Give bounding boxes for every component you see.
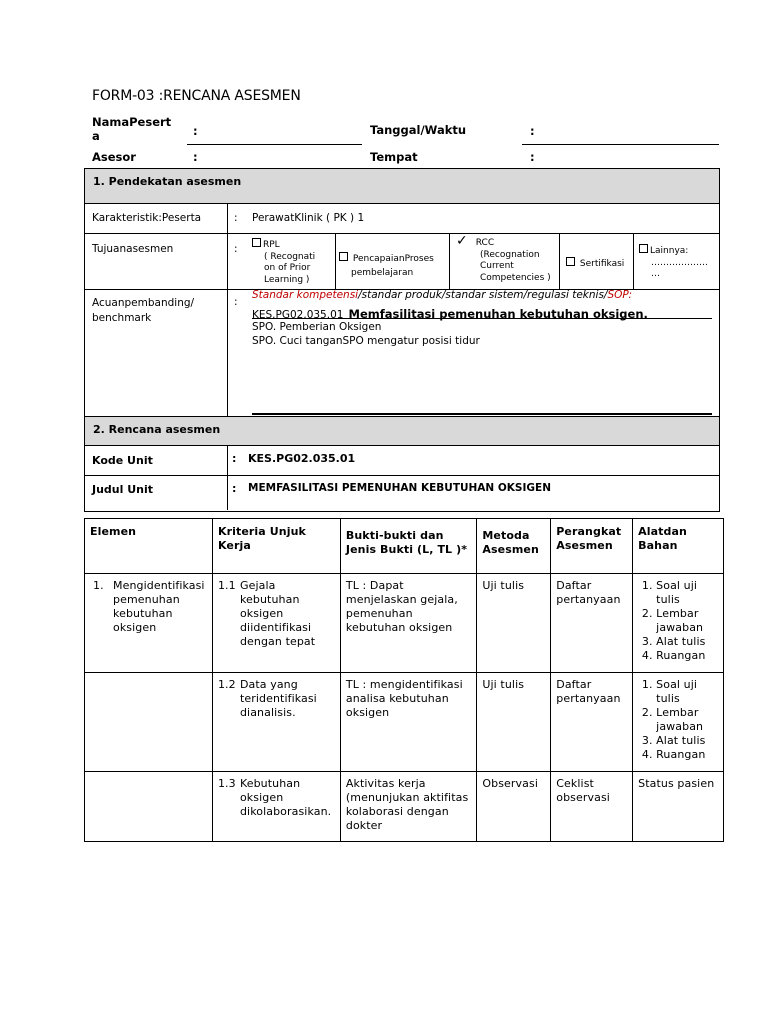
lainnya-label: Lainnya:: [650, 246, 689, 256]
acuan-colon: :: [234, 296, 238, 308]
tujuan-label: Tujuanasesmen: [92, 243, 174, 255]
nama-colon: :: [193, 124, 198, 138]
divider: [449, 233, 450, 289]
kuk-text: Kebutuhan oksigen dikolaborasikan.: [239, 777, 332, 818]
acuan-standar-line: [252, 289, 632, 301]
list-item: 3. Alat tulis: [656, 635, 718, 649]
option-pencapaian[interactable]: [339, 252, 447, 279]
list-item: 2. Lembar jawaban: [656, 706, 718, 734]
header-elemen: [85, 519, 213, 574]
bukti-cell: TL : Dapat menjelaskan gejala, pemenuhan kebutuhan oksigen: [340, 574, 476, 673]
kuk-number: 1.3: [217, 777, 236, 790]
acuan-standar: Standar kompetensi: [252, 289, 359, 301]
rcc-desc-2: Current: [480, 261, 514, 271]
alat-cell: [633, 673, 724, 772]
kuk-cell: [212, 772, 340, 842]
alat-list: [638, 579, 718, 663]
tanggal-field-line[interactable]: [522, 144, 719, 145]
metoda-cell: Uji tulis: [477, 574, 551, 673]
acuan-title: Memfasilitasi pemenuhan kebutuhan oksigen.: [348, 307, 648, 321]
option-lainnya[interactable]: [639, 244, 717, 281]
kuk-text: Data yang teridentifikasi dianalisis.: [239, 678, 317, 719]
header-bukti-l2: Jenis Bukti (L, TL )*: [345, 543, 468, 556]
header-metoda-l1: Metoda: [482, 529, 530, 542]
karakteristik-value: PerawatKlinik ( PK ) 1: [252, 212, 365, 224]
table-header-row: [85, 519, 724, 574]
metoda-cell: Uji tulis: [477, 673, 551, 772]
spo-1: SPO. Pemberian Oksigen: [252, 321, 382, 333]
divider: [84, 233, 719, 234]
alat-cell: Status pasien: [633, 772, 724, 842]
header-elemen-text: Elemen: [90, 525, 137, 538]
header-metoda: [477, 519, 551, 574]
option-rcc[interactable]: [456, 233, 558, 284]
karakteristik-label: Karakteristik:Peserta: [92, 212, 202, 224]
bukti-cell: Aktivitas kerja (menunjukan aktifitas kolaborasi dengan dokter: [340, 772, 476, 842]
acuan-label-line1: Acuanpembanding/: [92, 297, 195, 309]
asesor-colon: :: [193, 150, 198, 164]
judul-unit-value: MEMFASILITASI PEMENUHAN KEBUTUHAN OKSIGEN: [248, 482, 551, 494]
kode-unit-colon: :: [232, 452, 237, 465]
elemen-number: 1.: [93, 579, 104, 592]
tujuan-colon: :: [234, 243, 238, 255]
list-item: 2. Lembar jawaban: [656, 607, 718, 635]
acuan-underline: [252, 318, 712, 319]
rpl-desc-3: Learning ): [264, 274, 310, 285]
header-kuk-l2: Kerja: [217, 539, 251, 552]
option-sertifikasi[interactable]: [566, 257, 624, 271]
spo-2: SPO. Cuci tanganSPO mengatur posisi tidur: [252, 335, 480, 347]
sertifikasi-label: Sertifikasi: [579, 259, 625, 269]
pencapaian-checkbox[interactable]: [339, 252, 348, 261]
checkmark-icon[interactable]: ✓: [456, 233, 468, 249]
lainnya-checkbox[interactable]: [639, 244, 648, 253]
kode-unit-value: KES.PG02.035.01: [248, 452, 356, 465]
acuan-label: [92, 296, 194, 326]
table-row: [85, 772, 724, 842]
section1-header: [85, 169, 719, 203]
rpl-checkbox[interactable]: [252, 238, 261, 247]
rpl-desc-1: ( Recognati: [264, 251, 316, 262]
acuan-sop: SOP:: [607, 289, 633, 301]
judul-unit-colon: :: [232, 482, 237, 495]
header-perangkat-l1: Perangkat: [556, 525, 622, 538]
divider: [633, 233, 634, 289]
form-title: FORM-03 :RENCANA ASESMEN: [92, 88, 301, 104]
elemen-text: Mengidentifikasi pemenuhan kebutuhan oksigen: [113, 579, 205, 634]
divider: [335, 233, 336, 289]
list-item: 1. Soal uji tulis: [656, 579, 718, 607]
divider: [227, 445, 228, 510]
section2-header: [85, 417, 719, 445]
divider: [559, 233, 560, 289]
table-row: [85, 673, 724, 772]
rcc-desc-3: Competencies ): [480, 272, 551, 283]
nama-field-line[interactable]: [187, 144, 362, 145]
kuk-number: 1.1: [217, 579, 236, 592]
header-kuk-l1: Kriteria Unjuk: [217, 525, 306, 538]
header-bukti-l1: Bukti-bukti dan: [345, 529, 444, 542]
acuan-middle: /standar produk/standar sistem/regulasi teknis/: [358, 289, 608, 301]
karakteristik-colon: :: [234, 212, 238, 224]
header-alat: [633, 519, 724, 574]
section2-title: 2. Rencana asesmen: [93, 423, 221, 436]
section1-title: 1. Pendekatan asesmen: [93, 175, 242, 188]
nama-label-line2: a: [92, 129, 100, 143]
tempat-label: Tempat: [370, 150, 418, 164]
rcc-title: RCC: [475, 238, 495, 248]
divider: [84, 475, 719, 476]
sertifikasi-checkbox[interactable]: [566, 257, 575, 266]
kuk-cell: [212, 574, 340, 673]
alat-list: [638, 678, 718, 762]
elemen-cell: [85, 772, 213, 842]
assessment-table: [84, 518, 724, 842]
rpl-title: RPL: [263, 240, 280, 250]
header-bukti: [340, 519, 476, 574]
tanggal-label: Tanggal/Waktu: [370, 123, 467, 137]
header-kuk: [212, 519, 340, 574]
kuk-number: 1.2: [217, 678, 236, 691]
lainnya-dots-2: …: [651, 269, 660, 279]
header-alat-l1: Alatdan: [638, 525, 687, 538]
option-rpl[interactable]: [252, 238, 332, 286]
tempat-colon: :: [530, 150, 535, 164]
list-item: 4. Ruangan: [656, 649, 718, 663]
divider: [84, 203, 719, 204]
kuk-cell: [212, 673, 340, 772]
acuan-label-line2: benchmark: [92, 312, 152, 324]
header-metoda-l2: Asesmen: [482, 543, 539, 556]
nama-label-line1: NamaPesert: [92, 115, 172, 129]
pencapaian-label-2: pembelajaran: [351, 267, 414, 278]
bukti-cell: TL : mengidentifikasi analisa kebutuhan oksigen: [340, 673, 476, 772]
divider: [227, 203, 228, 416]
tanggal-colon: :: [530, 124, 535, 138]
header-perangkat-l2: Asesmen: [556, 539, 613, 552]
metoda-cell: Observasi: [477, 772, 551, 842]
list-item: 1. Soal uji tulis: [656, 678, 718, 706]
acuan-bottom-line: [252, 413, 712, 415]
asesor-label: Asesor: [92, 150, 136, 164]
acuan-code: KES.PG02.035.01: [252, 309, 344, 321]
alat-cell: [633, 574, 724, 673]
header-perangkat: [551, 519, 633, 574]
rcc-desc-1: (Recognation: [480, 249, 540, 260]
list-item: 4. Ruangan: [656, 748, 718, 762]
divider: [84, 445, 719, 446]
elemen-cell: [85, 673, 213, 772]
acuan-code-line: [252, 303, 648, 322]
header-alat-l2: Bahan: [638, 539, 678, 552]
elemen-cell: [85, 574, 213, 673]
judul-unit-label: Judul Unit: [92, 483, 154, 496]
perangkat-cell: Daftar pertanyaan: [551, 574, 633, 673]
kode-unit-label: Kode Unit: [92, 454, 153, 467]
lainnya-dots-1[interactable]: ……………….: [651, 257, 708, 268]
perangkat-cell: Ceklist observasi: [551, 772, 633, 842]
nama-peserta-label: [92, 115, 171, 143]
pencapaian-label-1: PencapaianProses: [352, 254, 434, 264]
kuk-text: Gejala kebutuhan oksigen diidentifikasi dengan tepat: [239, 579, 316, 648]
table-row: [85, 574, 724, 673]
rpl-desc-2: on of Prior: [264, 263, 311, 273]
list-item: 3. Alat tulis: [656, 734, 718, 748]
perangkat-cell: Daftar pertanyaan: [551, 673, 633, 772]
